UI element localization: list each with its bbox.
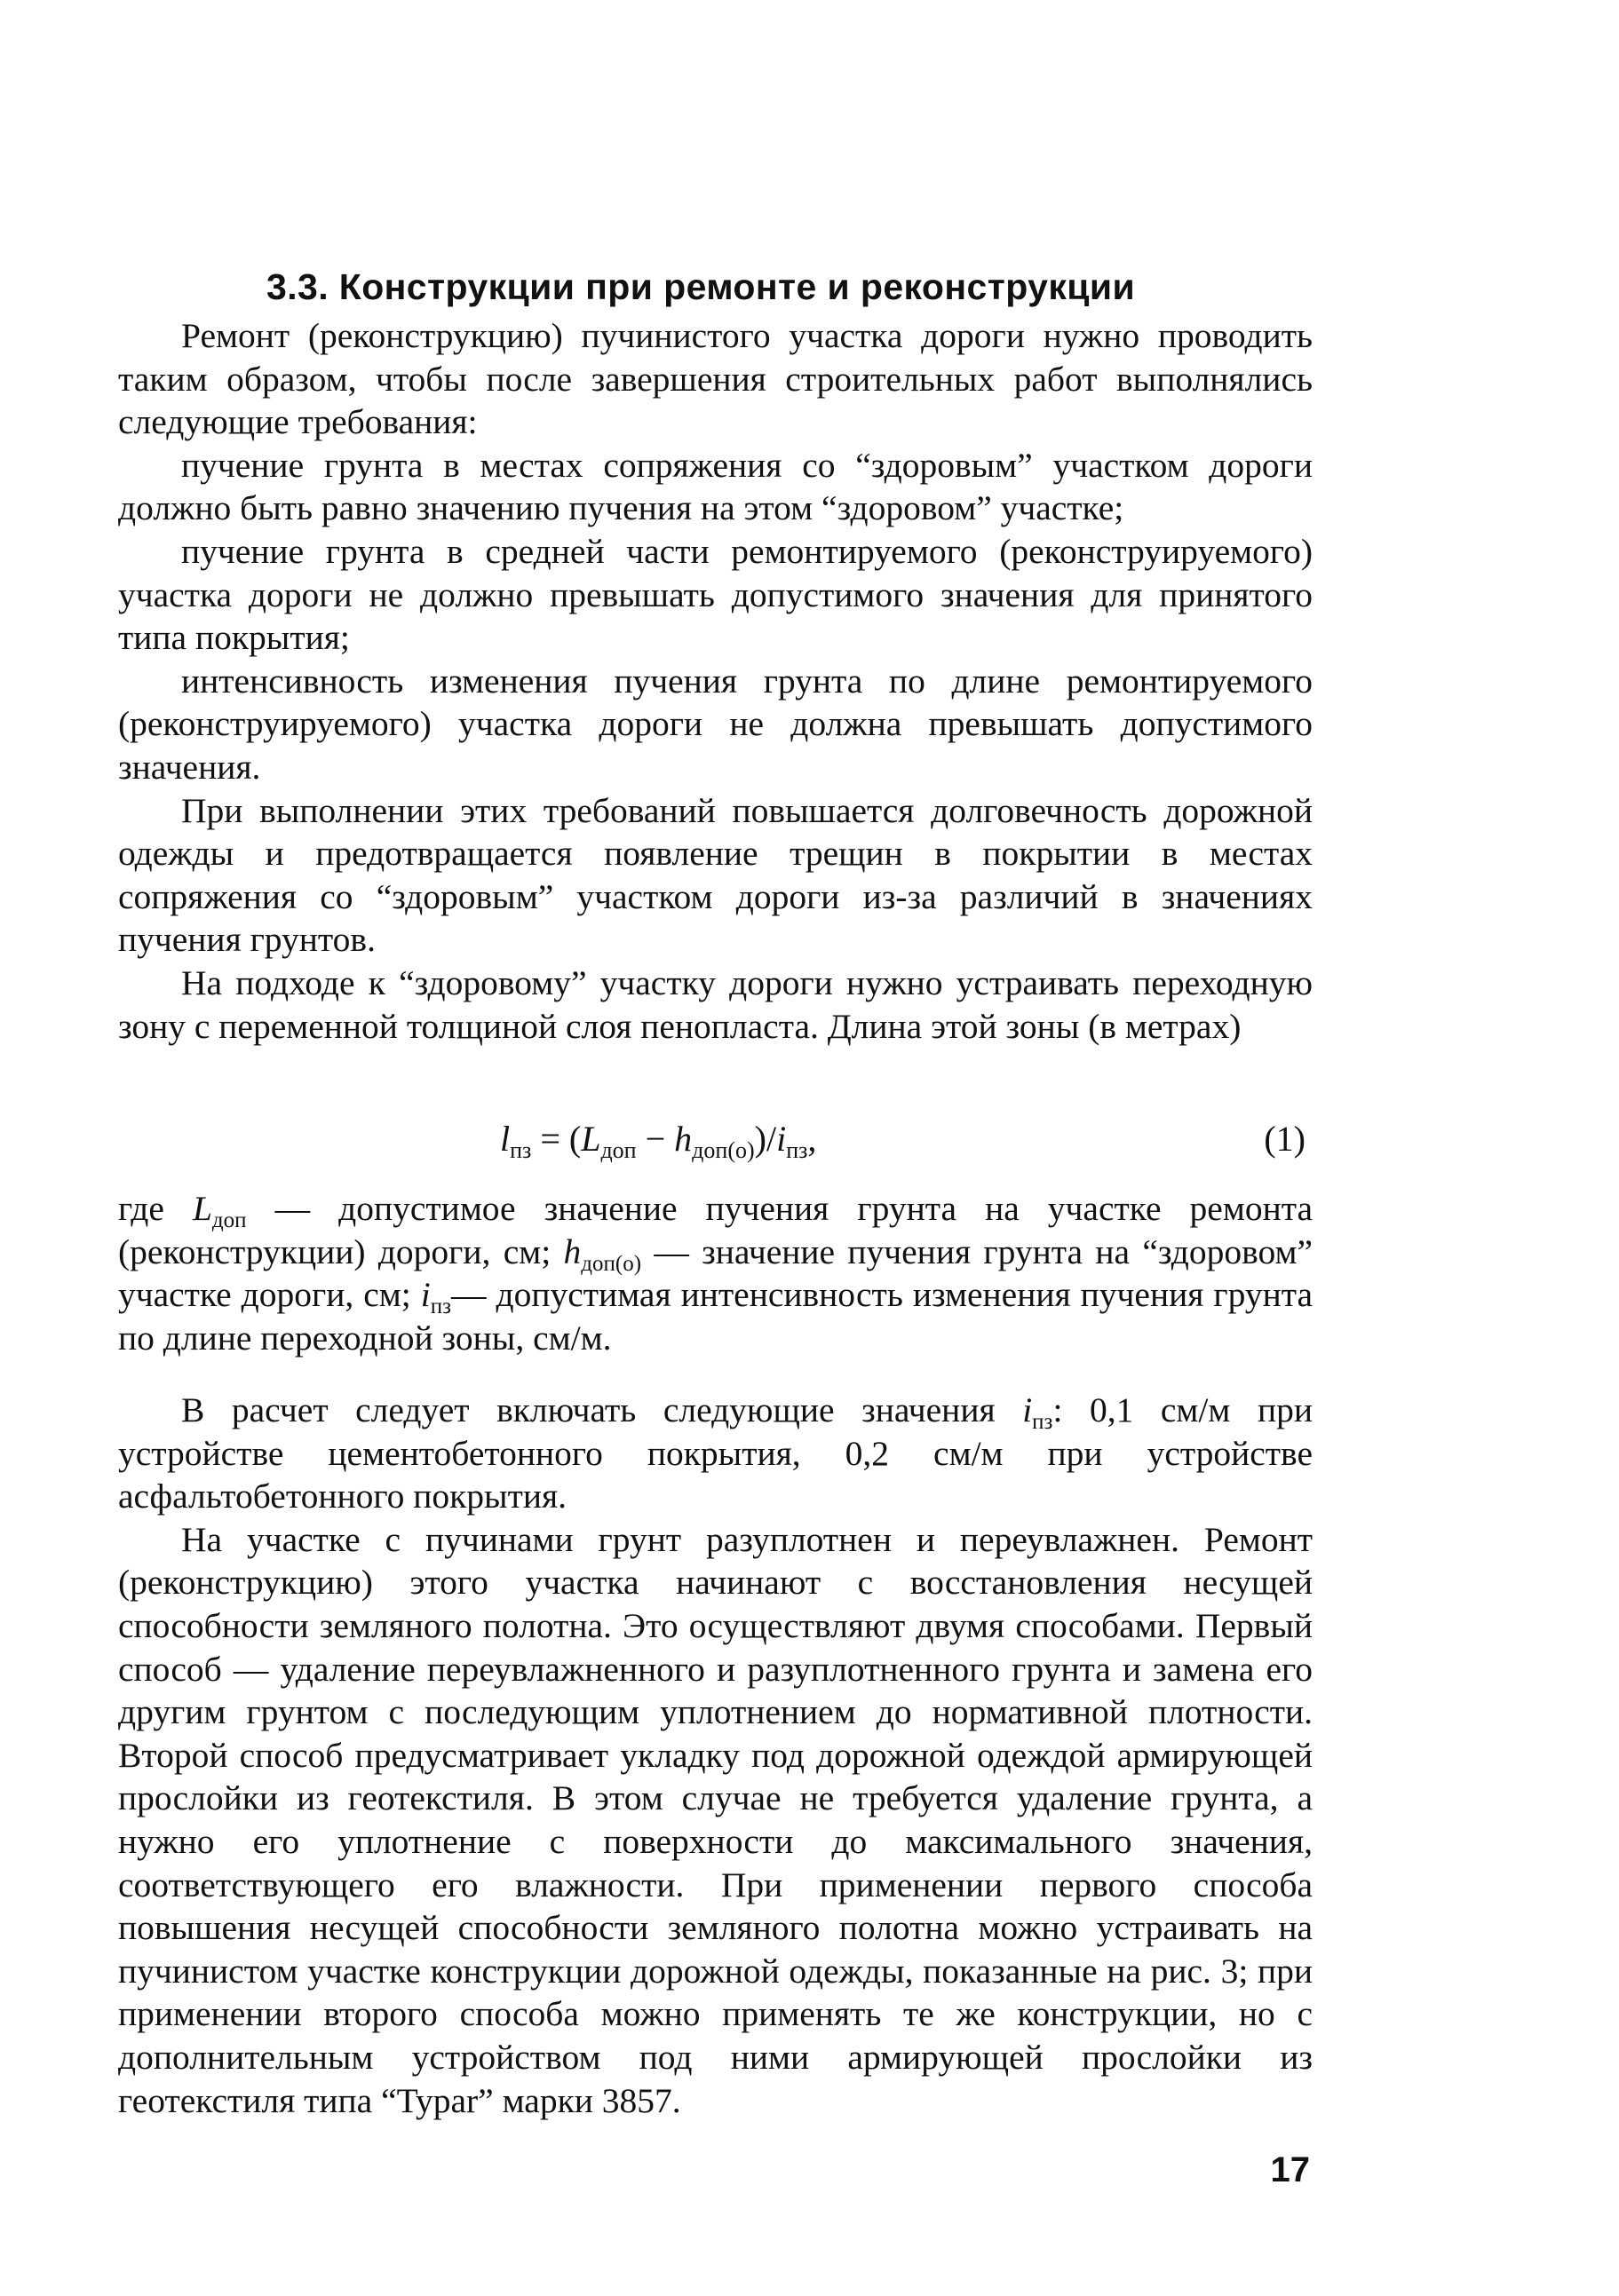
paragraph-intro: Ремонт (реконструкцию) пучинистого участка дороги нужно проводить таким образом, чтобы после завершения строительных работ выполнялись следующие требования: (118, 316, 1313, 442)
formula-divisor-symbol: i (776, 1119, 787, 1159)
where-text-1: где (118, 1189, 193, 1228)
where-subscript-3: пз (430, 1294, 452, 1319)
text-block-where (118, 1187, 1313, 1359)
where-subscript-1: доп (211, 1208, 247, 1232)
formula-term2-subscript: доп(о) (692, 1137, 755, 1163)
formula-transition-length (500, 1116, 816, 1162)
paragraph-requirement-2: пучение грунта в средней части ремонтируемого (реконструируемого) участка дороги не должно превышать допустимого значения для принятого типа покрытия; (118, 531, 1313, 658)
formula-term2-symbol: h (674, 1119, 693, 1159)
formula-term1-subscript: доп (600, 1137, 637, 1163)
where-text-2: — допустимое значение пучения грунта на участке ремонта (реконструкции) дороги, см; (118, 1189, 1313, 1271)
paragraph-requirement-1: пучение грунта в местах сопряжения со “здоровым” участком дороги должно быть равно значению пучения на этом “здоровом” участке; (118, 445, 1313, 528)
where-text-3: — значение пучения грунта на “здоровом” участке дороги, см; (118, 1231, 1313, 1315)
values-subscript: пз (1032, 1410, 1053, 1434)
formula-number: (1) (1264, 1119, 1306, 1159)
paragraph-transition-zone: На подходе к “здоровому” участку дороги нужно устраивать переходную зону с переменной толщиной слоя пенопласта. Длина этой зоны (в метрах) (118, 962, 1313, 1046)
where-text-4: — допустимая интенсивность изменения пучения грунта по длине переходной зоны, см/м. (118, 1275, 1313, 1358)
formula-row (118, 1116, 1313, 1162)
formula-close-divide: )/ (754, 1119, 777, 1159)
where-symbol-2: h (563, 1231, 582, 1271)
paragraph-repair-methods: На участке с пучинами грунт разуплотнен и переувлажнен. Ремонт (реконструкцию) этого участка начинают с восстановления несущей способности земляного полотна. Это осуществляют двумя способами. Первый способ — удаление переувлажненного и разуплотненного грунта и замена его другим грунтом с последующим уплотнением до нормативной плотности. Второй способ предусматривает укладку под дорожной одеждой армирующей прослойки из геотекстиля. В этом случае не требуется удаление грунта, а нужно его уплотнение с поверхности до максимального значения, соответствующего его влажности. При применении первого способа повышения несущей способности земляного полотна можно устраивать на пучинистом участке конструкции дорожной одежды, показанные на рис. 3; при применении второго способа можно применять те же конструкции, но с дополнительным устройством под ними армирующей прослойки из геотекстиля типа “Typar” марки 3857. (118, 1519, 1313, 2120)
where-subscript-2: доп(о) (581, 1251, 642, 1276)
where-symbol-3: i (420, 1275, 431, 1315)
where-symbol-1: L (192, 1189, 212, 1228)
paragraph-values (118, 1389, 1313, 1518)
formula-minus: − (636, 1119, 675, 1159)
values-text-2: : 0,1 см/м при устройстве цементобетонного покрытия, 0,2 см/м при устройстве асфальтобетонного покрытия. (118, 1390, 1313, 1516)
formula-lhs-symbol: l (500, 1119, 511, 1159)
formula-equals-open: = ( (531, 1119, 582, 1159)
formula-trailing: , (807, 1119, 817, 1159)
text-block-values (118, 1389, 1313, 2122)
paragraph-requirement-3: интенсивность изменения пучения грунта по длине ремонтируемого (реконструируемого) участка дороги не должна превышать допустимого значения. (118, 661, 1313, 787)
values-text-1: В расчет следует включать следующие значения (181, 1390, 1023, 1429)
formula-lhs-subscript: пз (510, 1137, 532, 1163)
paragraph-benefits: При выполнении этих требований повышается долговечность дорожной одежды и предотвращается появление трещин в покрытии в местах сопряжения со “здоровым” участком дороги из-за различий в значениях пучения грунтов. (118, 790, 1313, 960)
text-block-intro (118, 314, 1313, 1048)
formula-divisor-subscript: пз (786, 1137, 808, 1163)
section-heading: 3.3. Конструкции при ремонте и реконструкции (266, 266, 1136, 307)
formula-term1-symbol: L (581, 1119, 601, 1159)
paragraph-where (118, 1187, 1313, 1359)
values-symbol: i (1022, 1390, 1033, 1429)
page-number: 17 (1270, 2150, 1310, 2189)
